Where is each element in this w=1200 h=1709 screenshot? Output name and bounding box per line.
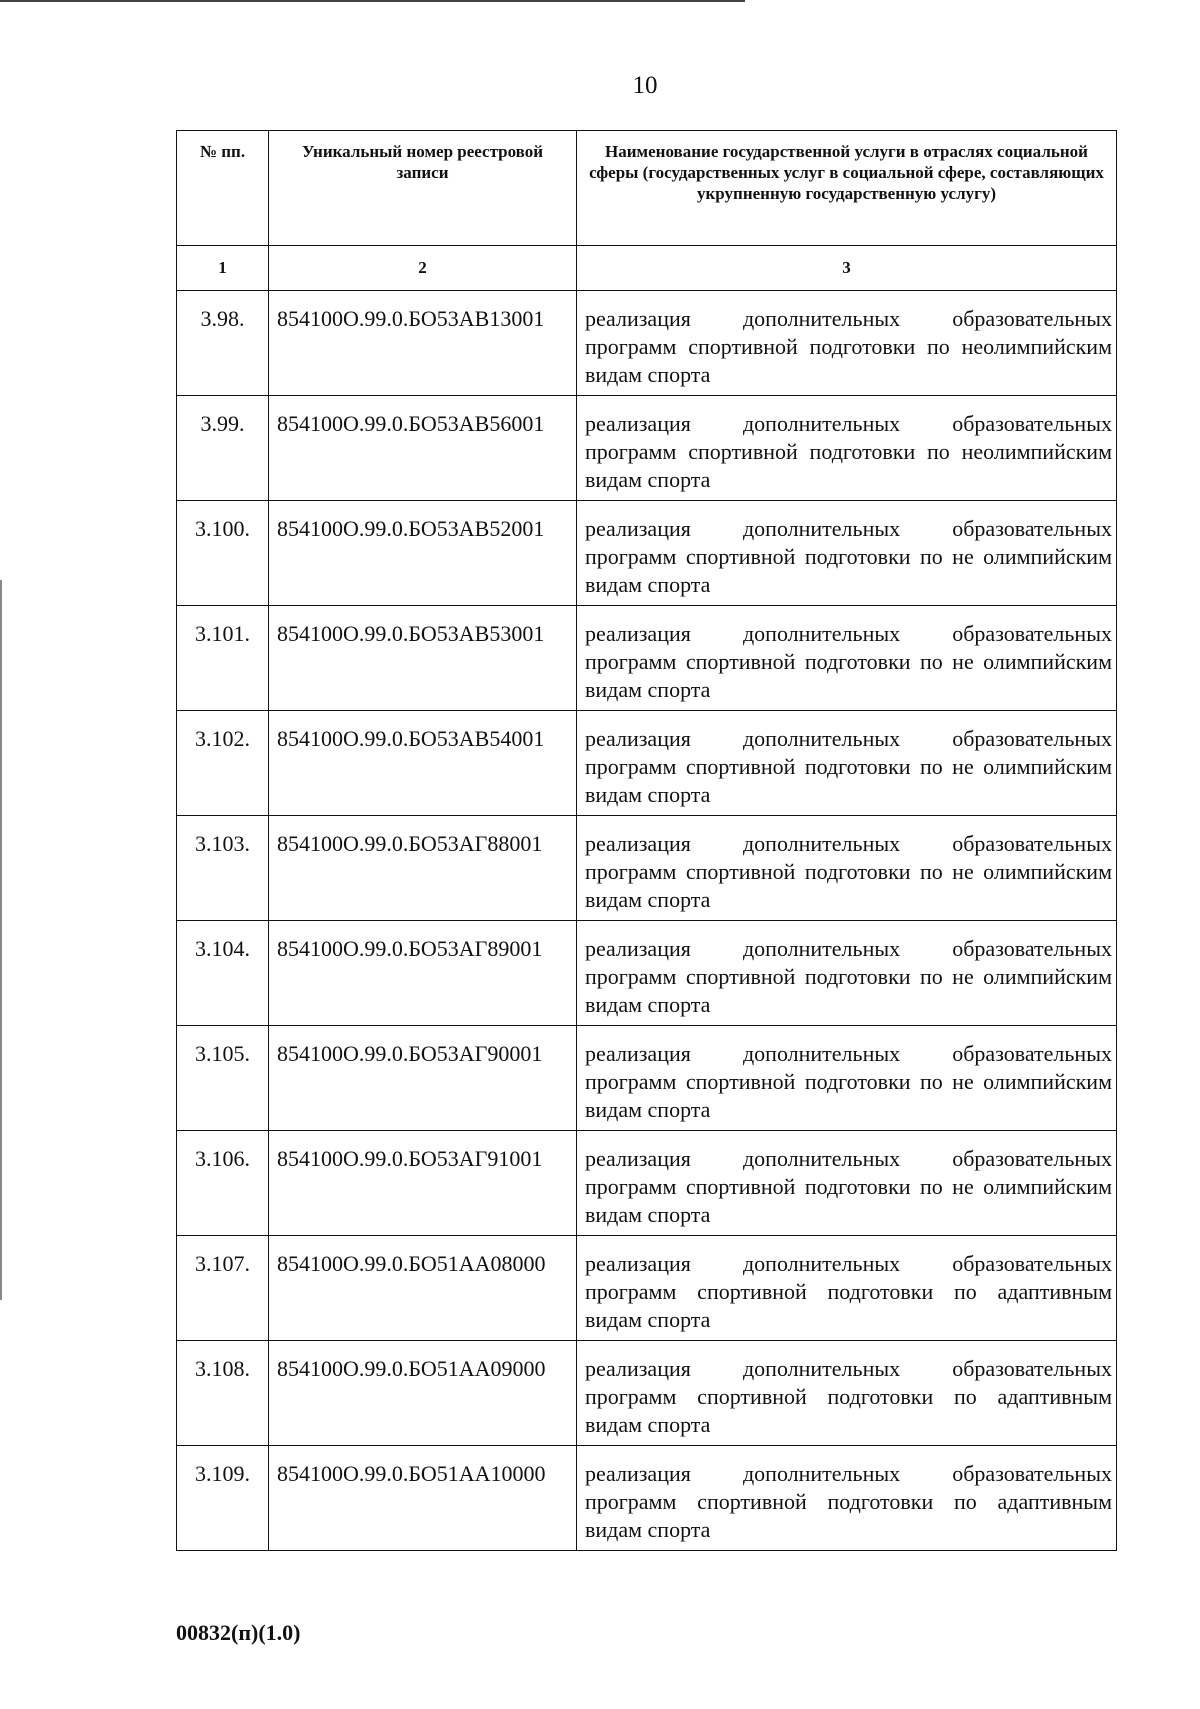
service-name: реализация дополнительных образовательных программ спортивной подготовки по неолимпийским видам спорта <box>577 396 1117 501</box>
column-numbers-row <box>177 246 1117 291</box>
registry-code: 854100О.99.0.БО53АВ54001 <box>269 711 577 816</box>
registry-code: 854100О.99.0.БО53АВ13001 <box>269 291 577 396</box>
row-number: 3.100. <box>177 501 269 606</box>
row-number: 3.102. <box>177 711 269 816</box>
table-row <box>177 291 1117 396</box>
registry-code: 854100О.99.0.БО53АВ53001 <box>269 606 577 711</box>
column-number: 3 <box>577 246 1117 291</box>
table-row <box>177 1446 1117 1551</box>
scan-left-border-line <box>0 580 2 1300</box>
service-name: реализация дополнительных образовательных программ спортивной подготовки по неолимпийским видам спорта <box>577 291 1117 396</box>
column-number: 1 <box>177 246 269 291</box>
service-name: реализация дополнительных образовательных программ спортивной подготовки по не олимпийским видам спорта <box>577 606 1117 711</box>
row-number: 3.103. <box>177 816 269 921</box>
row-number: 3.99. <box>177 396 269 501</box>
registry-code: 854100О.99.0.БО53АВ52001 <box>269 501 577 606</box>
table-row <box>177 1026 1117 1131</box>
row-number: 3.104. <box>177 921 269 1026</box>
table-row <box>177 606 1117 711</box>
row-number: 3.107. <box>177 1236 269 1341</box>
service-name: реализация дополнительных образовательных программ спортивной подготовки по не олимпийским видам спорта <box>577 711 1117 816</box>
registry-code: 854100О.99.0.БО51АА08000 <box>269 1236 577 1341</box>
registry-code: 854100О.99.0.БО53АГ88001 <box>269 816 577 921</box>
row-number: 3.106. <box>177 1131 269 1236</box>
service-name: реализация дополнительных образовательных программ спортивной подготовки по адаптивным видам спорта <box>577 1341 1117 1446</box>
registry-code: 854100О.99.0.БО53АВ56001 <box>269 396 577 501</box>
table-row <box>177 1341 1117 1446</box>
table-row <box>177 1131 1117 1236</box>
scan-top-border-line <box>0 0 745 2</box>
column-number: 2 <box>269 246 577 291</box>
registry-code: 854100О.99.0.БО51АА10000 <box>269 1446 577 1551</box>
registry-code: 854100О.99.0.БО53АГ91001 <box>269 1131 577 1236</box>
registry-code: 854100О.99.0.БО53АГ90001 <box>269 1026 577 1131</box>
service-name: реализация дополнительных образовательных программ спортивной подготовки по не олимпийским видам спорта <box>577 501 1117 606</box>
row-number: 3.105. <box>177 1026 269 1131</box>
table-row <box>177 396 1117 501</box>
table-row <box>177 711 1117 816</box>
table-row <box>177 501 1117 606</box>
registry-code: 854100О.99.0.БО53АГ89001 <box>269 921 577 1026</box>
document-footer-code: 00832(п)(1.0) <box>176 1620 301 1645</box>
service-name: реализация дополнительных образовательных программ спортивной подготовки по адаптивным видам спорта <box>577 1446 1117 1551</box>
row-number: 3.101. <box>177 606 269 711</box>
row-number: 3.98. <box>177 291 269 396</box>
header-service-name: Наименование государственной услуги в отраслях социальной сферы (государственных услуг в социальной сфере, составляющих укрупненную государственную услугу) <box>577 131 1117 246</box>
page-number: 10 <box>632 72 658 99</box>
table-row <box>177 816 1117 921</box>
service-name: реализация дополнительных образовательных программ спортивной подготовки по не олимпийским видам спорта <box>577 816 1117 921</box>
header-registry-number: Уникальный номер реестровой записи <box>269 131 577 246</box>
registry-code: 854100О.99.0.БО51АА09000 <box>269 1341 577 1446</box>
service-name: реализация дополнительных образовательных программ спортивной подготовки по не олимпийским видам спорта <box>577 1131 1117 1236</box>
service-name: реализация дополнительных образовательных программ спортивной подготовки по адаптивным видам спорта <box>577 1236 1117 1341</box>
table-row <box>177 1236 1117 1341</box>
service-name: реализация дополнительных образовательных программ спортивной подготовки по не олимпийским видам спорта <box>577 921 1117 1026</box>
services-table <box>176 130 1117 1551</box>
table-header-row <box>177 131 1117 246</box>
service-name: реализация дополнительных образовательных программ спортивной подготовки по не олимпийским видам спорта <box>577 1026 1117 1131</box>
table-row <box>177 921 1117 1026</box>
header-number: № пп. <box>177 131 269 246</box>
row-number: 3.108. <box>177 1341 269 1446</box>
row-number: 3.109. <box>177 1446 269 1551</box>
